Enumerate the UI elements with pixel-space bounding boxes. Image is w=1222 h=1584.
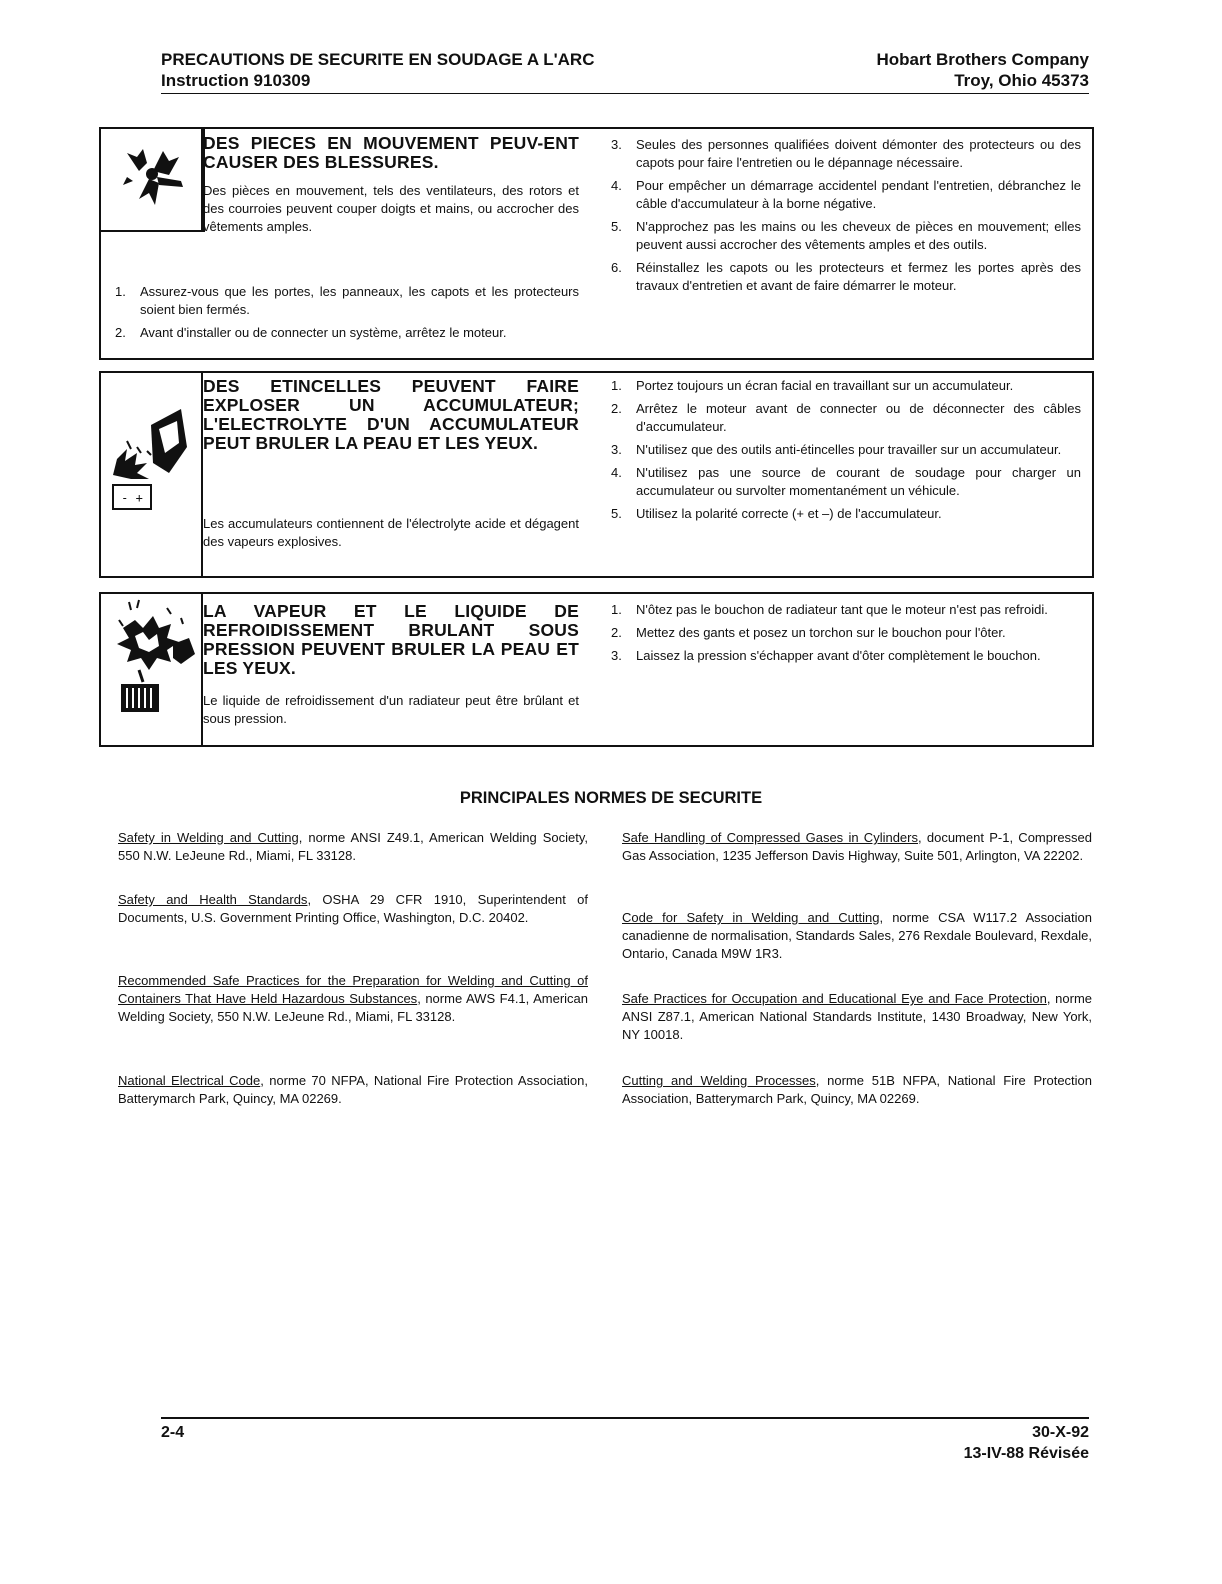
list-item: 1. N'ôtez pas le bouchon de radiateur tant que le moteur n'est pas refroidi.	[611, 602, 1048, 617]
footer-divider	[161, 1417, 1089, 1419]
radiator-steam-icon	[109, 598, 197, 718]
list-item: 2. Avant d'installer ou de connecter un système, arrêtez le moteur.	[115, 325, 507, 340]
standards-title: PRINCIPALES NORMES DE SECURITE	[459, 789, 763, 807]
standard-ref-right-3: Safe Practices for Occupation and Educational Eye and Face Protection, norme ANSI Z87.1, American National Standards Institute, 1430 Broadway, New York, NY 10018.	[622, 991, 1092, 1042]
document-header-left	[161, 49, 594, 91]
document-header-right	[876, 49, 1089, 91]
list-item: 1. Portez toujours un écran facial en travaillant sur un accumulateur.	[611, 378, 1014, 393]
company-location: Troy, Ohio 45373	[954, 71, 1089, 90]
battery-right-column	[611, 377, 1081, 528]
company-name: Hobart Brothers Company	[876, 50, 1089, 69]
document-date: 30-X-92	[1032, 1424, 1089, 1441]
standard-ref-left-3: Recommended Safe Practices for the Preparation for Welding and Cutting of Containers That Have Held Hazardous Substances, norme AWS F4.1, American Welding Society, 550 N.W. LeJeune Rd., Miami, FL 33128.	[118, 973, 588, 1024]
coolant-heading	[203, 602, 579, 728]
warning-coolant	[99, 592, 1094, 747]
moving-parts-divider	[203, 127, 205, 232]
coolant-title: LA VAPEUR ET LE LIQUIDE DE REFROIDISSEMENT BRULANT SOUS PRESSION PEUVENT BRULER LA PEAU ET LES YEUX.	[203, 601, 579, 678]
battery-icon-cell	[101, 373, 203, 576]
moving-parts-icon-cell	[101, 129, 203, 232]
coolant-description: Le liquide de refroidissement d'un radiateur peut être brûlant et sous pression.	[203, 693, 579, 726]
revision-date: 13-IV-88 Révisée	[963, 1445, 1089, 1462]
moving-parts-title: DES PIECES EN MOUVEMENT PEUV-ENT CAUSER DES BLESSURES.	[203, 133, 579, 172]
fan-hand-icon	[119, 141, 189, 211]
list-item: 5. Utilisez la polarité correcte (+ et –) de l'accumulateur.	[611, 506, 942, 521]
page-number: 2-4	[161, 1424, 185, 1441]
standard-ref-right-1: Safe Handling of Compressed Gases in Cylinders, document P-1, Compressed Gas Association, 1235 Jefferson Davis Highway, Suite 501, Arlington, VA 22202.	[622, 830, 1093, 863]
warning-battery	[99, 371, 1094, 578]
list-item: 3. N'utilisez que des outils anti-étincelles pour travailler sur un accumulateur.	[611, 442, 1062, 457]
moving-parts-heading	[203, 134, 579, 236]
footer-dates	[964, 1422, 1089, 1464]
standard-ref-right-2: Code for Safety in Welding and Cutting, norme CSA W117.2 Association canadienne de normalisation, Standards Sales, 276 Rexdale Boulevard, Rexdale, Ontario, Canada M9W 1R3.	[622, 910, 1092, 961]
standard-ref-left-1: Safety in Welding and Cutting, norme ANSI Z49.1, American Welding Society, 550 N.W. LeJeune Rd., Miami, FL 33128.	[118, 830, 589, 863]
list-item: 1. Assurez-vous que les portes, les panneaux, les capots et les protecteurs soient bien fermés.	[115, 284, 579, 317]
moving-parts-left-list	[115, 283, 579, 347]
standard-ref-right-4: Cutting and Welding Processes, norme 51B NFPA, National Fire Protection Association, Batterymarch Park, Quincy, MA 02269.	[622, 1073, 1093, 1106]
moving-parts-right-column	[611, 136, 1081, 300]
document-title: PRECAUTIONS DE SECURITE EN SOUDAGE A L'ARC	[161, 50, 595, 69]
list-item: 6. Réinstallez les capots ou les protecteurs et fermez les portes après des travaux d'entretien et avant de faire démarrer le moteur.	[611, 260, 1081, 293]
list-item: 4. Pour empêcher un démarrage accidentel pendant l'entretien, débranchez le câble d'accumulateur à la borne négative.	[611, 178, 1081, 211]
instruction-number: Instruction 910309	[161, 71, 311, 90]
battery-heading	[203, 377, 579, 453]
moving-parts-right-list	[611, 136, 1081, 295]
moving-parts-description: Des pièces en mouvement, tels des ventilateurs, des rotors et des courroies peuvent couper doigts et mains, ou accrocher des vêtements amples.	[203, 183, 579, 234]
battery-description-cell	[203, 515, 579, 551]
coolant-right-list	[611, 601, 1081, 665]
list-item: 2. Mettez des gants et posez un torchon sur le bouchon pour l'ôter.	[611, 625, 1006, 640]
list-item: 3. Laissez la pression s'échapper avant d'ôter complètement le bouchon.	[611, 648, 1041, 663]
coolant-right-column	[611, 601, 1081, 670]
battery-explosion-icon	[107, 403, 197, 513]
battery-description: Les accumulateurs contiennent de l'électrolyte acide et dégagent des vapeurs explosives.	[203, 516, 579, 549]
battery-polarity-label: - +	[121, 491, 143, 505]
battery-title: DES ETINCELLES PEUVENT FAIRE EXPLOSER UN ACCUMULATEUR; L'ELECTROLYTE D'UN ACCUMULATEUR PEUT BRULER LA PEAU ET LES YEUX.	[203, 376, 579, 453]
coolant-icon-cell	[101, 594, 203, 745]
warning-moving-parts	[99, 127, 1094, 360]
standard-ref-left-4: National Electrical Code, norme 70 NFPA, National Fire Protection Association, Batterymarch Park, Quincy, MA 02269.	[118, 1073, 588, 1106]
battery-right-list	[611, 377, 1081, 523]
standard-ref-left-2: Safety and Health Standards, OSHA 29 CFR 1910, Superintendent of Documents, U.S. Government Printing Office, Washington, D.C. 20402.	[118, 892, 588, 925]
list-item: 2. Arrêtez le moteur avant de connecter ou de déconnecter des câbles d'accumulateur.	[611, 401, 1081, 434]
list-item: 3. Seules des personnes qualifiées doivent démonter des protecteurs ou des capots pour faire l'entretien ou le dépannage nécessaire.	[611, 137, 1081, 170]
list-item: 5. N'approchez pas les mains ou les cheveux de pièces en mouvement; elles peuvent aussi accrocher des vêtements amples et des outils.	[611, 219, 1081, 252]
list-item: 4. N'utilisez pas une source de courant de soudage pour charger un accumulateur ou survolter momentanément un véhicule.	[611, 465, 1081, 498]
header-divider	[161, 93, 1089, 94]
